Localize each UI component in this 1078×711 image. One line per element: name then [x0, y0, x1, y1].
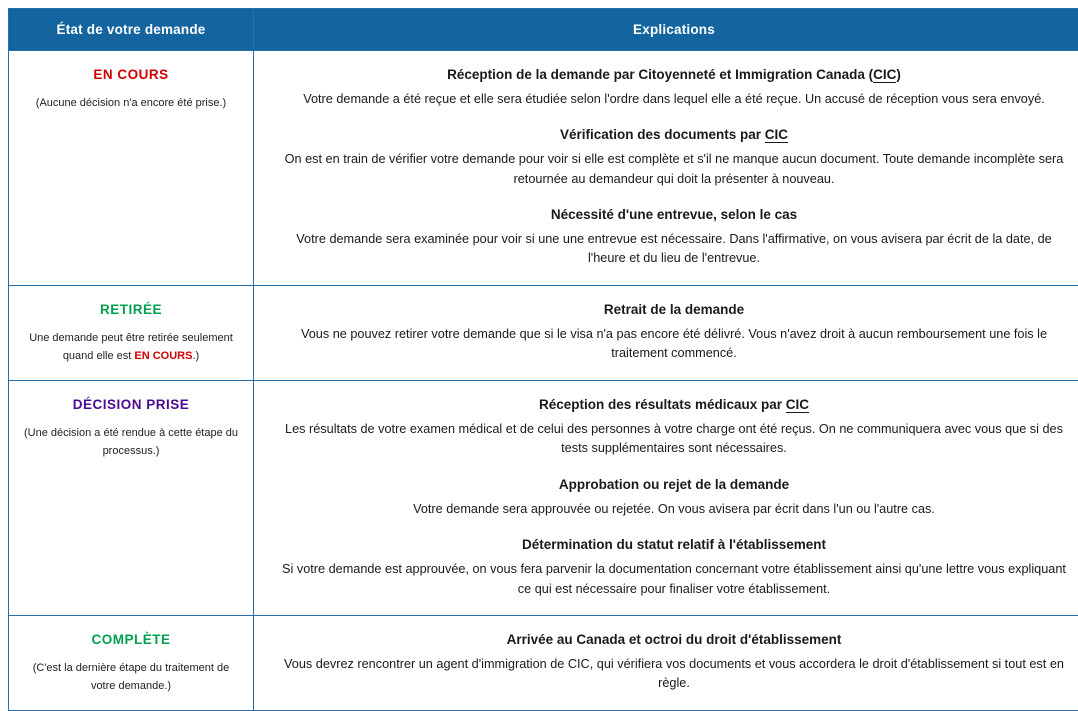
explanation-body: On est en train de vérifier votre demande pour voir si elle est complète et s'il ne manque aucun document. Toute demande incomplète sera retournée au demandeur qui doit la présenter à nouveau.	[276, 150, 1072, 189]
table-header-row	[9, 9, 1078, 51]
state-cell-retiree	[9, 286, 254, 381]
explanation-body: Si votre demande est approuvée, on vous fera parvenir la documentation concernant votre établissement ainsi qu'une lettre vous expliquant ce qui est nécessaire pour finaliser votre établissement.	[276, 560, 1072, 599]
title-part: Réception de la demande par Citoyenneté et Immigration Canada (	[447, 67, 873, 82]
explanation-title	[276, 205, 1072, 225]
explanation-title	[276, 65, 1072, 85]
explanation-title	[276, 125, 1072, 145]
explanations-cell-complete	[254, 616, 1078, 711]
explanation-body: Votre demande a été reçue et elle sera étudiée selon l'ordre dans lequel elle a été reçue. Un accusé de réception vous sera envoyé.	[276, 90, 1072, 110]
explanation-body: Votre demande sera approuvée ou rejetée. On vous avisera par écrit dans l'un ou l'autre cas.	[276, 500, 1072, 520]
explanation-title	[276, 395, 1072, 415]
state-note	[23, 330, 239, 365]
table-row	[9, 381, 1078, 616]
title-part: Retrait de la demande	[604, 302, 744, 317]
title-part: Nécessité d'une entrevue, selon le cas	[551, 207, 797, 222]
state-label: EN COURS	[23, 67, 239, 82]
explanation-block	[276, 205, 1072, 269]
table-row	[9, 51, 1078, 286]
explanation-body: Vous ne pouvez retirer votre demande que si le visa n'a pas encore été délivré. Vous n'avez droit à aucun remboursement une fois le traitement commencé.	[276, 325, 1072, 364]
state-note-prefix: Une demande peut être retirée seulement quand elle est	[29, 332, 233, 362]
state-note-strong: EN COURS	[134, 350, 192, 362]
title-underlined-part: CIC	[786, 397, 809, 413]
explanation-title	[276, 535, 1072, 555]
state-note	[23, 425, 239, 460]
title-part: Réception des résultats médicaux par	[539, 397, 786, 412]
explanation-block	[276, 475, 1072, 519]
state-label: COMPLÈTE	[23, 632, 239, 647]
table-header	[9, 9, 1078, 51]
column-header-state: État de votre demande	[9, 9, 254, 51]
explanations-cell-en-cours	[254, 51, 1078, 286]
table-body	[9, 51, 1078, 711]
title-part: Vérification des documents par	[560, 127, 765, 142]
state-note-suffix: .)	[192, 350, 199, 362]
state-note-prefix: (Une décision a été rendue à cette étape du processus.)	[24, 427, 238, 457]
title-part: Détermination du statut relatif à l'établissement	[522, 537, 826, 552]
state-cell-en-cours	[9, 51, 254, 286]
column-header-explanations: Explications	[254, 9, 1078, 51]
state-label: RETIRÉE	[23, 302, 239, 317]
state-note-prefix: (C'est la dernière étape du traitement de votre demande.)	[33, 662, 230, 692]
state-cell-complete	[9, 616, 254, 711]
explanation-block	[276, 630, 1072, 694]
explanation-body: Vous devrez rencontrer un agent d'immigration de CIC, qui vérifiera vos documents et vous accordera le droit d'établissement si tout est en règle.	[276, 655, 1072, 694]
explanation-block	[276, 300, 1072, 364]
table-row	[9, 286, 1078, 381]
state-note	[23, 660, 239, 695]
explanation-title	[276, 630, 1072, 650]
explanation-body: Votre demande sera examinée pour voir si une une entrevue est nécessaire. Dans l'affirmative, on vous avisera par écrit de la date, de l'heure et du lieu de l'entrevue.	[276, 230, 1072, 269]
state-note	[23, 95, 239, 113]
explanation-block	[276, 125, 1072, 189]
title-underlined-part: CIC	[873, 67, 896, 83]
title-underlined-part: CIC	[765, 127, 788, 143]
state-note-prefix: (Aucune décision n'a encore été prise.)	[36, 97, 226, 109]
explanation-body: Les résultats de votre examen médical et de celui des personnes à votre charge ont été reçus. On ne communiquera avec vous que si des tests supplémentaires sont nécessaires.	[276, 420, 1072, 459]
explanation-block	[276, 65, 1072, 109]
table-row	[9, 616, 1078, 711]
title-part: Approbation ou rejet de la demande	[559, 477, 789, 492]
explanations-cell-retiree	[254, 286, 1078, 381]
title-part: Arrivée au Canada et octroi du droit d'établissement	[507, 632, 842, 647]
state-cell-decision-prise	[9, 381, 254, 616]
explanation-title	[276, 475, 1072, 495]
state-label: DÉCISION PRISE	[23, 397, 239, 412]
explanation-block	[276, 535, 1072, 599]
explanations-cell-decision-prise	[254, 381, 1078, 616]
application-status-table	[8, 8, 1078, 711]
explanation-title	[276, 300, 1072, 320]
explanation-block	[276, 395, 1072, 459]
title-part-after: )	[896, 67, 901, 82]
